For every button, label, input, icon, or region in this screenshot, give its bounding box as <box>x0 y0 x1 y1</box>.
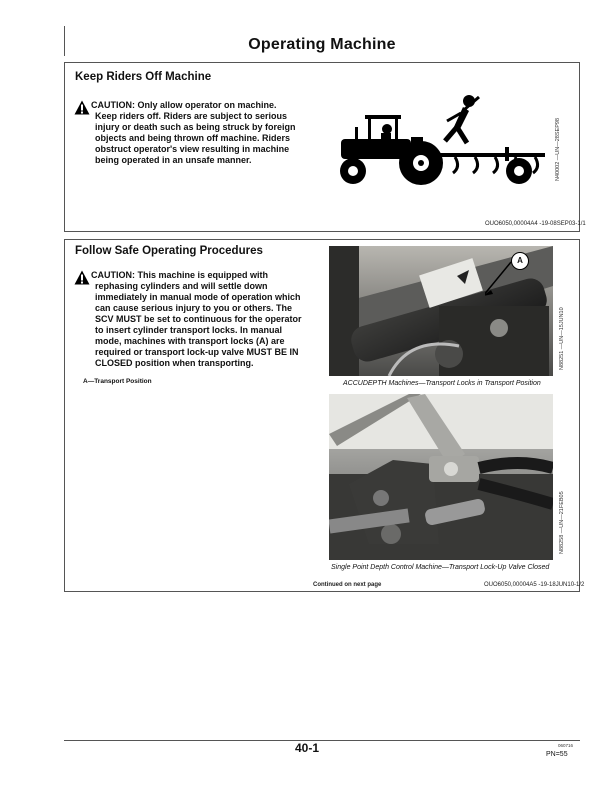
reference-code: OUO6050,00004A4 -19-08SEP03-1/1 <box>485 221 586 227</box>
photo-caption: Single Point Depth Control Machine—Transport Lock-Up Valve Closed <box>331 564 550 571</box>
footer-small-code: 060716 <box>558 743 574 748</box>
section-title: Follow Safe Operating Procedures <box>75 245 263 257</box>
section-keep-riders <box>64 62 586 232</box>
page-title: Operating Machine <box>248 36 396 53</box>
figure-id: N88251 —UN—15JUN10 <box>559 307 565 370</box>
page-number: 40-1 <box>295 741 320 755</box>
section-safe-operating <box>64 239 585 592</box>
photo-caption: ACCUDEPTH Machines—Transport Locks in Transport Position <box>343 380 541 387</box>
photo-single-point-lockup-valve <box>329 394 553 560</box>
pn-number: PN=55 <box>546 751 568 758</box>
figure-id: N88258 —UN—21FEB05 <box>559 491 565 554</box>
warning-triangle-icon <box>74 100 90 115</box>
warning-triangle-icon <box>74 270 90 285</box>
reference-code: OUO6050,00004A5 -19-18JUN10-1/2 <box>484 582 585 588</box>
section-title: Keep Riders Off Machine <box>75 71 212 83</box>
tractor-rider-illustration <box>335 89 555 189</box>
footer-rule <box>64 740 580 741</box>
caution-text: CAUTION: Only allow operator on machine. Keep riders off. Riders are subject to serious injury or death such as being struck by foreign objects and being thrown off machine. Riders obstruct operator's view resulting in machine being operated in an unsafe manner. <box>91 100 296 165</box>
legend-transport-position: A—Transport Position <box>83 378 152 385</box>
callout-label-a: A <box>511 252 529 270</box>
figure-id: N40002 —UN—28SEP98 <box>555 118 561 181</box>
continued-note: Continued on next page <box>313 582 382 588</box>
caution-text: CAUTION: This machine is equipped with rephasing cylinders and will settle down immediately in manual mode of operation which can cause serious injury to you or others. The SCV MUST be set to continuous for the operator to insert cylinder transport locks. In manual mode, machines with transport locks (A) are required or transport lock-up valve MUST BE IN CLOSED position when transporting. <box>91 270 302 368</box>
